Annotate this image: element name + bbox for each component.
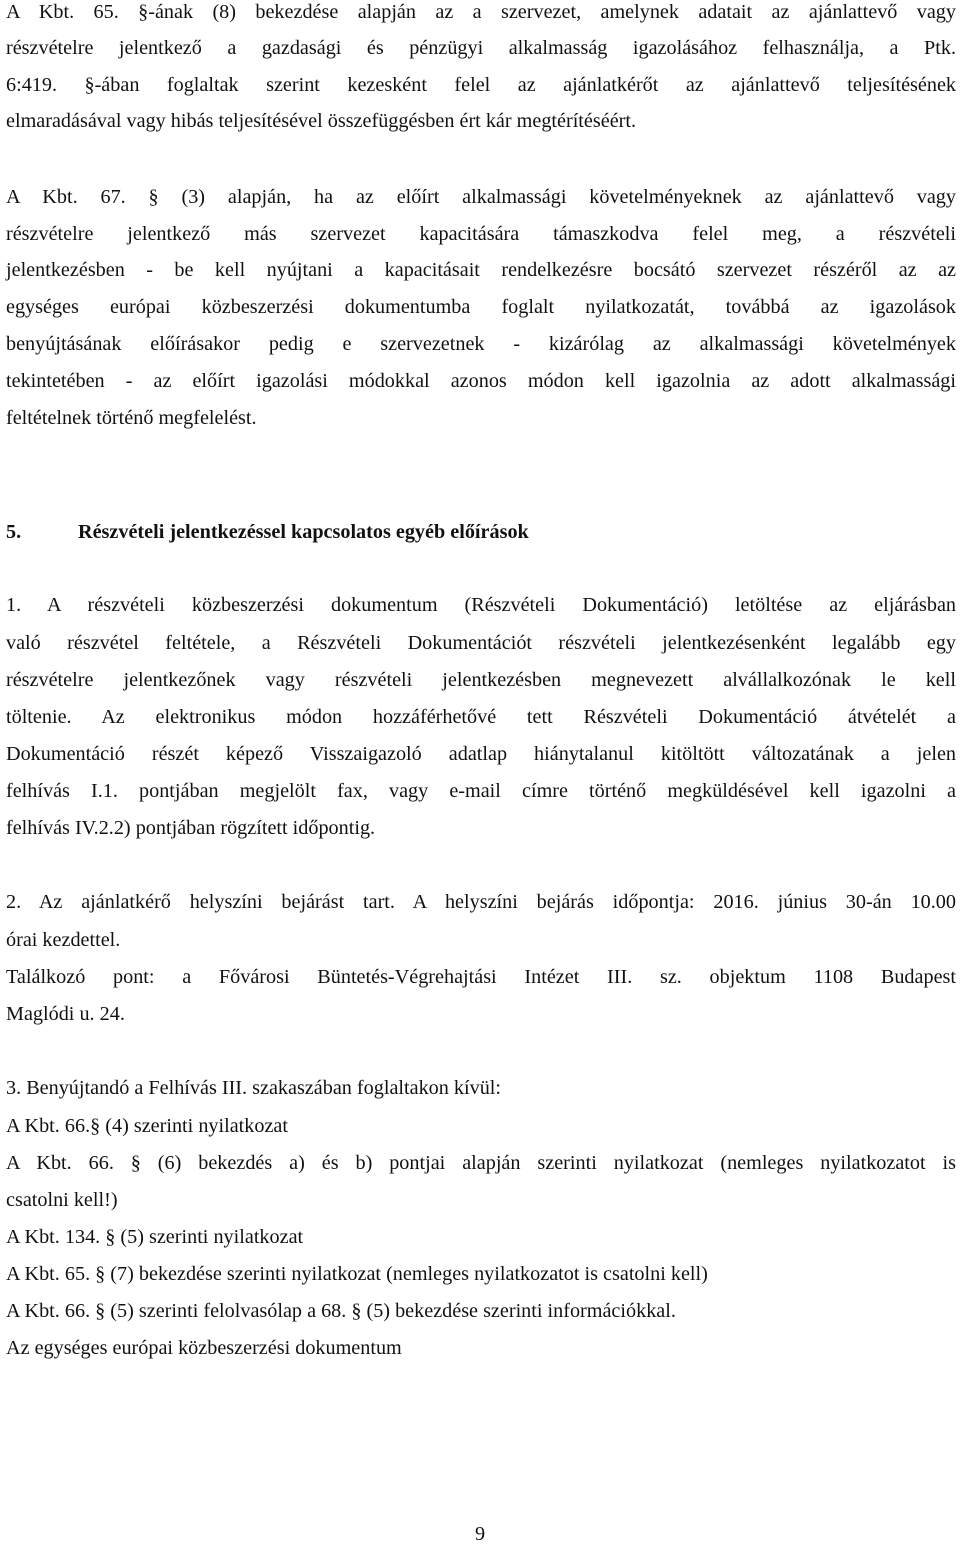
- item1-line: Dokumentáció részét képező Visszaigazoló adatlap hiánytalanul kitöltött változatának a jelen: [6, 743, 956, 765]
- item1-line: felhívás I.1. pontjában megjelölt fax, vagy e-mail címre történő megküldésével kell igazolni a: [6, 780, 956, 802]
- page-number: 9: [474, 1523, 486, 1545]
- item3-list-item: A Kbt. 66. § (6) bekezdés a) és b) pontjai alapján szerinti nyilatkozat (nemleges nyilatkozatot is: [6, 1152, 956, 1174]
- meeting-point-line: Találkozó pont: a Fővárosi Büntetés-Végrehajtási Intézet III. sz. objektum 1108 Budapest: [6, 966, 956, 988]
- item3-list-item: A Kbt. 65. § (7) bekezdése szerinti nyilatkozat (nemleges nyilatkozatot is csatolni kell): [6, 1263, 708, 1285]
- paragraph-kbt67-line: jelentkezésben - be kell nyújtani a kapacitásait rendelkezésre bocsátó szervezet részéről az az: [6, 259, 956, 281]
- item3-list-item: A Kbt. 134. § (5) szerinti nyilatkozat: [6, 1226, 304, 1248]
- paragraph-kbt67-line: tekintetében - az előírt igazolási módokkal azonos módon kell igazolnia az adott alkalmassági: [6, 370, 956, 392]
- item1-line: töltenie. Az elektronikus módon hozzáférhetővé tett Részvételi Dokumentáció átvételét a: [6, 706, 956, 728]
- item1-line: való részvétel feltétele, a Részvételi Dokumentációt részvételi jelentkezésenként legalább egy: [6, 632, 956, 654]
- item3-list-item: csatolni kell!): [6, 1189, 118, 1211]
- section-heading: [6, 518, 529, 546]
- paragraph-kbt65-line: részvételre jelentkező a gazdasági és pénzügyi alkalmasság igazolásához felhasználja, a Ptk.: [6, 37, 956, 59]
- paragraph-kbt67-line: feltételnek történő megfelelést.: [6, 407, 257, 429]
- item1-line: 1. A részvételi közbeszerzési dokumentum (Részvételi Dokumentáció) letöltése az eljárásban: [6, 594, 956, 616]
- paragraph-kbt65-line: 6:419. §-ában foglaltak szerint kezesként felel az ajánlatkérőt az ajánlattevő teljesítésének: [6, 74, 956, 96]
- item1-line: részvételre jelentkezőnek vagy részvételi jelentkezésben megnevezett alvállalkozónak le kell: [6, 669, 956, 691]
- item3-list-item: A Kbt. 66. § (5) szerinti felolvasólap a 68. § (5) bekezdése szerinti információkkal.: [6, 1300, 676, 1322]
- paragraph-kbt67-line: A Kbt. 67. § (3) alapján, ha az előírt alkalmassági követelményeknek az ajánlattevő vagy: [6, 186, 956, 208]
- meeting-point-line: Maglódi u. 24.: [6, 1003, 125, 1025]
- item1-line: felhívás IV.2.2) pontjában rögzített időpontig.: [6, 817, 376, 839]
- item3-list-item: A Kbt. 66.§ (4) szerinti nyilatkozat: [6, 1115, 289, 1137]
- paragraph-kbt65-line: A Kbt. 65. §-ának (8) bekezdése alapján az a szervezet, amelynek adatait az ajánlattevő vagy: [6, 1, 956, 23]
- paragraph-kbt67-line: részvételre jelentkező más szervezet kapacitására támaszkodva felel meg, a részvételi: [6, 223, 956, 245]
- paragraph-kbt67-line: benyújtásának előírásakor pedig e szervezetnek - kizárólag az alkalmassági követelmények: [6, 333, 956, 355]
- paragraph-kbt65-line: elmaradásával vagy hibás teljesítésével összefüggésben ért kár megtérítéséért.: [6, 110, 637, 132]
- paragraph-kbt67-line: egységes európai közbeszerzési dokumentumba foglalt nyilatkozatát, továbbá az igazolások: [6, 296, 956, 318]
- section-title: Részvételi jelentkezéssel kapcsolatos egyéb előírások: [78, 521, 529, 543]
- item2-line: 2. Az ajánlatkérő helyszíni bejárást tart. A helyszíni bejárás időpontja: 2016. június 30-án 10.00: [6, 891, 956, 913]
- item3-intro: 3. Benyújtandó a Felhívás III. szakaszában foglaltakon kívül:: [6, 1077, 502, 1099]
- item2-line: órai kezdettel.: [6, 929, 121, 951]
- item3-list-item: Az egységes európai közbeszerzési dokumentum: [6, 1337, 402, 1359]
- section-number: 5.: [6, 521, 22, 543]
